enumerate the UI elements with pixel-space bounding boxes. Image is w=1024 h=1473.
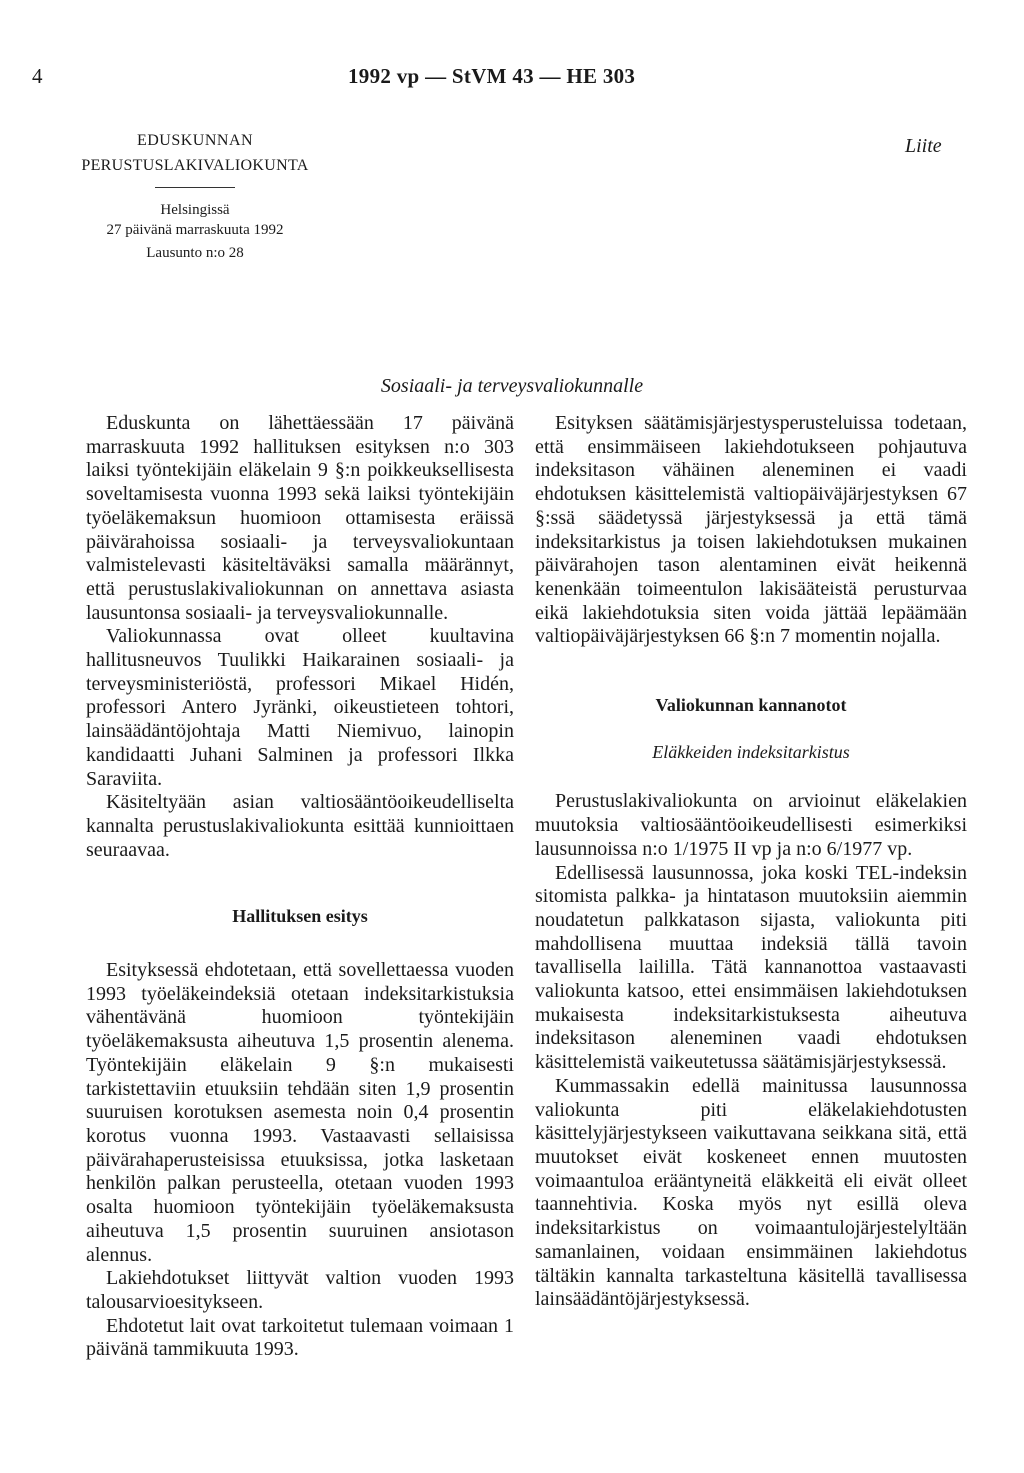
intro-paragraph-3: Käsiteltyään asian valtiosääntöoikeudelliselta kannalta perustuslakivaliokunta esittää kunnioittaen seuraavaa.	[86, 791, 514, 861]
kannanotot-paragraph-1: Perustuslakivaliokunta on arvioinut eläkelakien muutoksia valtiosääntöoikeudellisesti esimerkiksi lausunnoissa n:o 1/1975 II vp ja n:o 6/1977 vp.	[535, 790, 967, 860]
running-header: 1992 vp — StVM 43 — HE 303	[348, 64, 636, 88]
intro-paragraph-2: Valiokunnassa ovat olleet kuultavina hallitusneuvos Tuulikki Haikarainen sosiaali- ja terveysministeriöstä, professori Mikael Hidén, professori Antero Jyränki, oikeustieteen tohtori, lainsäädäntöjohtaja Matti Niemivuo, lainopin kandidaatti Juhani Salminen ja professori Ilkka Saraviita.	[86, 625, 514, 790]
subsection-heading-indeksitarkistus: Eläkkeiden indeksitarkistus	[652, 741, 850, 762]
esitys-paragraph-3: Ehdotetut lait ovat tarkoitetut tulemaan voimaan 1 päivänä tammikuuta 1993.	[86, 1314, 514, 1361]
kannanotot-paragraph-3: Kummassakin edellä mainitussa lausunnossa valiokunta piti eläkelakiehdotusten käsittelyjärjestykseen vaikuttavana seikkana sitä, että muutokset eivät koskeneet ennen muutosten voimaantuloa erääntyneitä eläkkeitä eli eivät olleet taannehtivia. Koska myös nyt esillä oleva indeksitarkistus on voimaantulojärjestelyltään samanlainen, voidaan ensimmäinen lakiehdotus tältäkin kannalta tarkasteltuna käsitellä tavallisessa lainsäädäntöjärjestyksessä.	[535, 1074, 967, 1311]
section-heading-hallituksen-esitys: Hallituksen esitys	[232, 906, 368, 927]
addressee: Sosiaali- ja terveysvaliokunnalle	[380, 375, 644, 397]
esitys-paragraph-2: Lakiehdotukset liittyvät valtion vuoden 1993 talousarvioesitykseen.	[86, 1267, 514, 1313]
sender-line-1: EDUSKUNNAN	[136, 132, 254, 149]
sender-line-2: PERUSTUSLAKIVALIOKUNTA	[81, 157, 309, 174]
perustelut-paragraph: Esityksen säätämisjärjestysperusteluissa todetaan, että ensimmäiseen lakiehdotukseen pohjautuva indeksitason vähäinen aleneminen ei vaadi ehdotuksen käsittelemistä valtiopäiväjärjestyksen 67 §:ssä säädetyssä järjestyksessä ja että tämä indeksitarkistus ja toisen lakiehdotuksen mukainen päivärahojen tason alentaminen eivät heikennä kenenkään toimeentulon lakisääteistä perusturvaa eikä lakiehdotuksia siten voida jättää lepäämään valtiopäiväjärjestyksen 66 §:n 7 momentin nojalla.	[535, 412, 967, 648]
intro-paragraph-1: Eduskunta on lähettäessään 17 päivänä marraskuuta 1992 hallituksen esityksen n:o 303 laiksi työntekijäin eläkelain 9 §:n poikkeuksellisesta soveltamisesta vuonna 1993 sekä laiksi työntekijäin työeläkemaksun huomioon ottamisesta eräissä päivärahoissa sosiaali- ja terveysvaliokuntaan valmistelevasti käsiteltäväksi samalla määrännyt, että perustuslakivaliokunnan on annettava asiasta lausuntonsa sosiaali- ja terveysvaliokunnalle.	[86, 412, 514, 624]
section-heading-kannanotot: Valiokunnan kannanotot	[655, 695, 847, 716]
attachment-label: Liite	[905, 135, 942, 157]
right-column	[535, 412, 967, 1312]
left-column	[86, 412, 514, 1362]
statement-number: Lausunto n:o 28	[146, 245, 244, 261]
sender-divider	[155, 187, 235, 188]
sender-place: Helsingissä	[160, 202, 230, 218]
page-number: 4	[32, 64, 43, 88]
esitys-paragraph-1: Esityksessä ehdotetaan, että sovellettaessa vuoden 1993 työeläkeindeksiä otetaan indeksitarkistuksia vähentävänä huomioon työntekijäin työeläkemaksusta aiheutuva 1,5 prosentin alenema. Työntekijäin eläkelain 9 §:n mukaisesti tarkistettaviin etuuksiin tehdään siten 1,9 prosentin suuruisen korotuksen asemesta noin 0,4 prosentin korotus vuonna 1993. Vastaavasti sellaisissa päivärahaperusteisissa etuuksissa, jotka lasketaan henkilön palkan perusteella, otetaan vuoden 1993 osalta huomioon työntekijäin työeläkemaksusta aiheutuva 1,5 prosentin suuruinen ansiotason alennus.	[86, 959, 514, 1266]
kannanotot-paragraph-2: Edellisessä lausunnossa, joka koski TEL-indeksin sitomista palkka- ja hintatason muutoksiin aiemmin noudatetun palkkatason sijasta, valiokunta piti mahdollisena muuttaa indeksiä tällä tavoin tavallisella laililla. Tätä kannanottoa vastaavasti valiokunta katsoo, ettei ensimmäisen lakiehdotuksen mukaisesta indeksitarkistuksesta aiheutuva indeksitason aleneminen vaadi ehdotuksen käsittelemistä vaikeutetussa säätämisjärjestyksessä.	[535, 861, 967, 1074]
sender-date: 27 päivänä marraskuuta 1992	[106, 222, 284, 238]
